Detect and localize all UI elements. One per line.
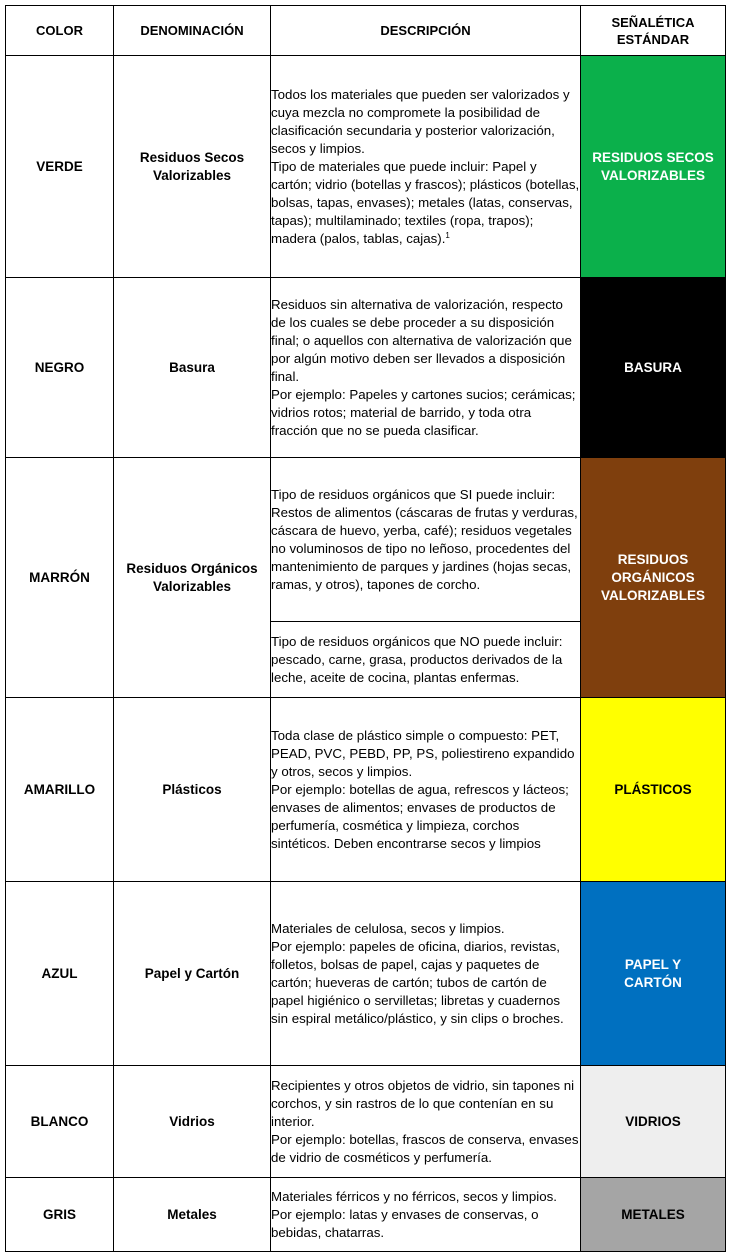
description-text: Todos los materiales que pueden ser valorizados y cuya mezcla no compromete la posibilidad de clasificación secundaria y posterior valorización, secos y limpios. [271,86,570,156]
color-cell: NEGRO [6,278,114,458]
description-example: Por ejemplo: botellas, frascos de conserva, envases de vidrio de cosméticos y perfumería. [271,1131,579,1165]
sign-cell: PAPEL Y CARTÓN [581,882,726,1066]
header-description: DESCRIPCIÓN [271,6,581,56]
description-example: Por ejemplo: latas y envases de conservas, o bebidas, chatarras. [271,1206,539,1240]
description-example: Por ejemplo: Papeles y cartones sucios; cerámicas; vidrios rotos; material de barrido, y toda otra fracción que no se pueda clasificar. [271,386,576,438]
color-cell: VERDE [6,56,114,278]
description-cell [271,458,581,622]
description-cell [271,278,581,458]
description-example: Tipo de residuos orgánicos que NO puede incluir: pescado, carne, grasa, productos derivados de la leche, aceite de cocina, plantas enfermas. [271,633,563,685]
description-text [271,158,580,248]
description-text: Tipo de residuos orgánicos que SI puede incluir: Restos de alimentos (cáscaras de frutas y verduras, cáscara de huevo, yerba, café); residuos vegetales no voluminosos de tipo no leñoso, procedentes del mantenimiento de parques y jardines (hojas secas, ramas, y otros), tapones de corcho. [271,486,578,592]
header-color: COLOR [6,6,114,56]
name-cell: Papel y Cartón [114,882,271,1066]
waste-classification-table [5,5,726,1252]
description-example: Por ejemplo: botellas de agua, refrescos y lácteos; envases de alimentos; envases de productos de perfumería, cosmética y limpieza, corchos sintéticos. Deben encontrarse secos y limpios [271,781,569,851]
table-row [6,1066,726,1178]
description-text: Residuos sin alternativa de valorización, respecto de los cuales se debe proceder a su disposición final; o aquellos con alternativa de valorización que por algún motivo deben ser llevados a disposición final. [271,296,572,384]
name-cell: Plásticos [114,698,271,882]
header-row [6,6,726,56]
table-row [6,458,726,622]
description-cell [271,1178,581,1252]
description-cell [271,56,581,278]
header-name: DENOMINACIÓN [114,6,271,56]
name-cell: Residuos Orgánicos Valorizables [114,458,271,698]
name-cell: Residuos Secos Valorizables [114,56,271,278]
description-example: Tipo de materiales que puede incluir: Papel y cartón; vidrio (botellas y frascos); plásticos (botellas, bolsas, tapas, envases); metales (latas, conservas, tapas); multilaminado; textiles (ropa, trapos); madera (palos, tablas, cajas). [271,158,580,246]
table-row [6,56,726,278]
color-cell: BLANCO [6,1066,114,1178]
description-text: Materiales férricos y no férricos, secos y limpios. [271,1188,557,1204]
description-text: Toda clase de plástico simple o compuesto: PET, PEAD, PVC, PEBD, PP, PS, poliestireno expandido y otros, secos y limpios. [271,727,575,779]
color-cell: AZUL [6,882,114,1066]
table-row [6,278,726,458]
sign-cell: PLÁSTICOS [581,698,726,882]
name-cell: Vidrios [114,1066,271,1178]
color-cell: GRIS [6,1178,114,1252]
description-cell [271,882,581,1066]
color-cell: AMARILLO [6,698,114,882]
header-sign: SEÑALÉTICA ESTÁNDAR [581,6,726,56]
description-cell [271,1066,581,1178]
sign-cell: RESIDUOS SECOS VALORIZABLES [581,56,726,278]
name-cell: Basura [114,278,271,458]
table-row [6,1178,726,1252]
sign-cell: VIDRIOS [581,1066,726,1178]
description-cell [271,698,581,882]
table-row [6,882,726,1066]
description-cell [271,622,581,698]
description-text: Recipientes y otros objetos de vidrio, sin tapones ni corchos, y sin rastros de lo que contenían en su interior. [271,1077,575,1129]
name-cell: Metales [114,1178,271,1252]
description-text: Materiales de celulosa, secos y limpios. [271,920,505,936]
footnote-marker: 1 [445,230,450,240]
sign-cell: BASURA [581,278,726,458]
description-example: Por ejemplo: papeles de oficina, diarios, revistas, folletos, bolsas de papel, cajas y paquetes de cartón; hueveras de cartón; tubos de cartón de papel higiénico o servilletas; libretas y cuadernos sin espiral metálico/plástico, y sin clips o broches. [271,938,564,1026]
table-row [6,698,726,882]
sign-cell: RESIDUOS ORGÁNICOS VALORIZABLES [581,458,726,698]
sign-cell: METALES [581,1178,726,1252]
color-cell: MARRÓN [6,458,114,698]
